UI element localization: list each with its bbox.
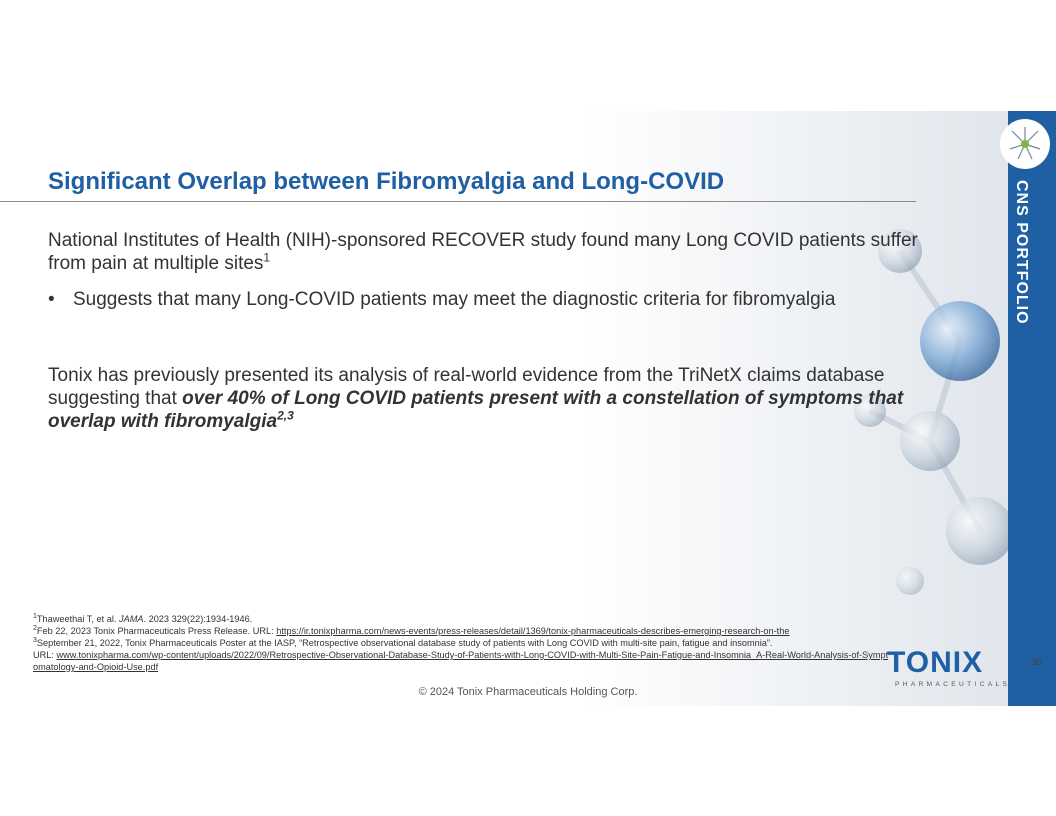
- tonix-logo-subtext: PHARMACEUTICALS: [895, 681, 1011, 688]
- neuron-logo-icon: [1000, 119, 1050, 169]
- ref2-text: Feb 22, 2023 Tonix Pharmaceuticals Press Release. URL:: [36, 626, 277, 636]
- slide-title: Significant Overlap between Fibromyalgia and Long-COVID: [48, 168, 725, 195]
- footnote-marker-1: 1: [263, 250, 271, 265]
- ref3-number: 3: [33, 636, 37, 644]
- paragraph-recover-study: [48, 229, 918, 275]
- ref3-text: September 21, 2022, Tonix Pharmaceuticals Poster at the IASP, “Retrospective observational database study of patients with Long COVID with multi-site pain, fatigue and insomnia”.: [36, 638, 773, 648]
- ref3-url-label: URL:: [33, 650, 57, 660]
- ref2-link[interactable]: https://ir.tonixpharma.com/news-events/press-releases/detail/1369/tonix-pharmaceuticals-describes-emerging-research-on-the: [276, 626, 790, 636]
- reference-3-url: [33, 649, 893, 673]
- ref1-text: Thaweethai T, et al.: [36, 614, 119, 624]
- ref2-number: 2: [33, 624, 37, 632]
- bullet-text: Suggests that many Long-COVID patients may meet the diagnostic criteria for fibromyalgia: [73, 289, 836, 310]
- section-label: CNS PORTFOLIO: [1013, 180, 1030, 325]
- bullet-symbol: •: [48, 289, 55, 310]
- ref1-number: 1: [33, 612, 37, 620]
- ref1-citation: . 2023 329(22):1934-1946.: [143, 614, 253, 624]
- tonix-logo: [887, 644, 1011, 690]
- ref1-journal: JAMA: [118, 614, 144, 624]
- footnote-marker-2-3: 2,3: [277, 408, 294, 423]
- bullet-item: [48, 289, 835, 311]
- copyright: © 2024 Tonix Pharmaceuticals Holding Corp.: [418, 686, 638, 698]
- paragraph-trinetx: [48, 364, 918, 433]
- references: [33, 613, 893, 673]
- ref3-link[interactable]: www.tonixpharma.com/wp-content/uploads/2022/09/Retrospective-Observational-Database-Study-of-Patients-with-Long-COVID-with-Multi-Site-Pain-Fatigue-and-Insomnia_A-Real-World-Analysis-of-Symptomatology-and-Opioid-Use.pdf: [33, 650, 889, 672]
- reference-1: [33, 613, 893, 625]
- tonix-logo-text: TONIX: [887, 646, 984, 679]
- title-divider: [0, 201, 916, 202]
- page-number: 36: [1031, 657, 1043, 668]
- paragraph-trinetx-emphasis: over 40% of Long COVID patients present with a constellation of symptoms that overlap with fibromyalgia: [48, 388, 904, 432]
- paragraph-recover-text: National Institutes of Health (NIH)-sponsored RECOVER study found many Long COVID patients suffer from pain at multiple sites: [48, 230, 918, 274]
- reference-3: [33, 637, 893, 649]
- paragraph-trinetx-lead: Tonix has previously presented its analysis of real-world evidence from the TriNetX claims database suggesting that: [48, 365, 885, 409]
- reference-2: [33, 625, 893, 637]
